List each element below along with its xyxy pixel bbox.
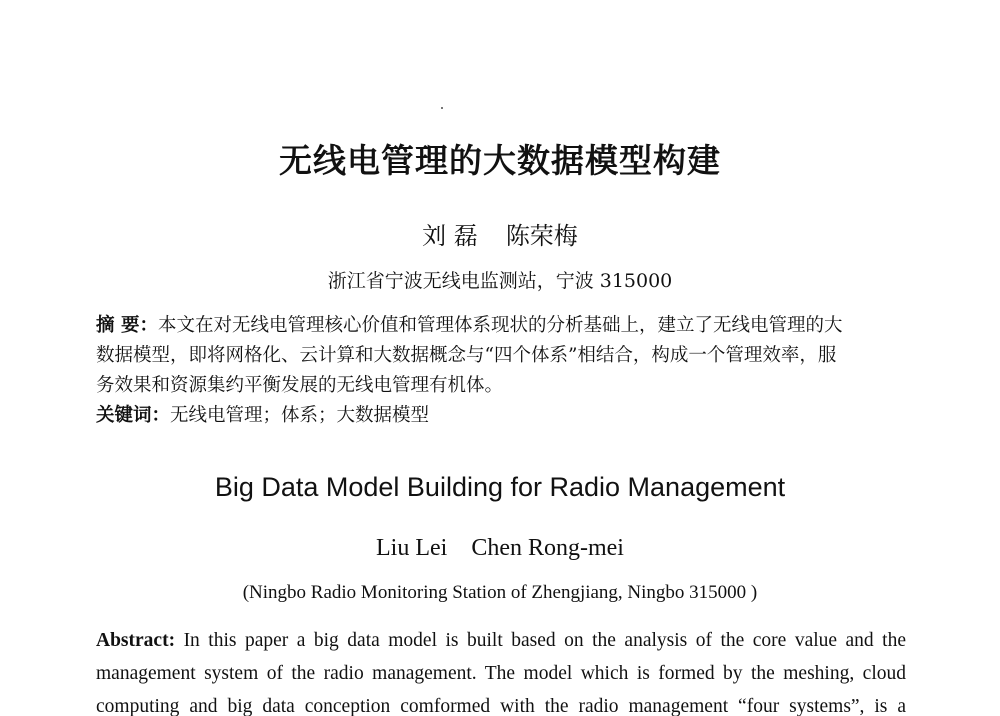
english-affiliation: (Ningbo Radio Monitoring Station of Zhengjiang, Ningbo 315000 ) [242, 582, 758, 603]
chinese-abstract-text-1: 本文在对无线电管理核心价值和管理体系现状的分析基础上，建立了无线电管理的大 [157, 315, 843, 336]
chinese-author-1: 刘 磊 [422, 222, 478, 250]
chinese-abstract-line-1 [96, 311, 906, 341]
english-abstract-line-2: management system of the radio management. The model which is formed by the meshing, cloud [96, 663, 906, 684]
chinese-authors [0, 216, 1000, 251]
chinese-author-2: 陈荣梅 [505, 222, 578, 250]
english-author-1: Liu Lei [376, 535, 448, 561]
chinese-abstract-line-2: 数据模型，即将网格化、云计算和大数据概念与“四个体系”相结合，构成一个管理效率，服 [96, 345, 837, 366]
english-authors [0, 535, 1000, 562]
chinese-keywords-text: 无线电管理；体系；大数据模型 [170, 405, 430, 426]
chinese-affiliation: 浙江省宁波无线电监测站，宁波 315000 [327, 270, 673, 292]
english-abstract-text-1: In this paper a big data model is built based on the analysis of the core value and the [183, 630, 906, 651]
english-abstract-line-3: computing and big data conception comformed with the radio management “four systems”, is a [96, 696, 906, 716]
english-author-2: Chen Rong-mei [471, 535, 624, 561]
english-abstract-label: Abstract: [96, 630, 176, 651]
english-title: Big Data Model Building for Radio Management [214, 472, 786, 502]
chinese-abstract-label: 摘 要： [96, 315, 158, 336]
chinese-keywords [96, 401, 906, 431]
chinese-keywords-label: 关键词： [96, 405, 171, 426]
chinese-title: 无线电管理的大数据模型构建 [279, 141, 721, 180]
chinese-abstract-line-3: 务效果和资源集约平衡发展的无线电管理有机体。 [96, 375, 504, 396]
english-abstract-line-1 [96, 630, 906, 652]
scan-speck [441, 107, 443, 109]
